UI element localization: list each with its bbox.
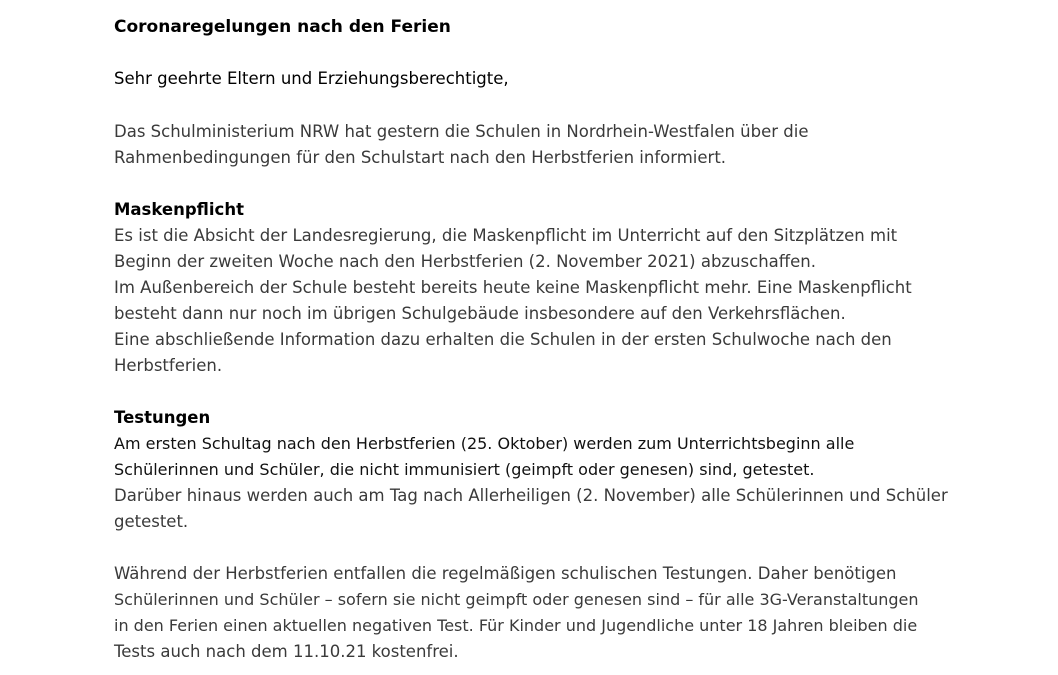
holidays-line-3: in den Ferien einen aktuellen negativen Test. Für Kinder und Jugendliche unter 18 Jahren bleiben die: [114, 616, 918, 635]
masks-line-1: Es ist die Absicht der Landesregierung, die Maskenpflicht im Unterricht auf den Sitzplätzen mit: [114, 226, 898, 245]
tests-line-2: getestet.: [114, 512, 189, 531]
document-title: Coronaregelungen nach den Ferien: [114, 17, 451, 37]
intro-line-1: Das Schulministerium NRW hat gestern die Schulen in Nordrhein-Westfalen über die: [114, 122, 809, 141]
holidays-line-1: Während der Herbstferien entfallen die regelmäßigen schulischen Testungen. Daher benötigen: [114, 564, 897, 583]
masks-line-3: Im Außenbereich der Schule besteht bereits heute keine Maskenpflicht mehr. Eine Maskenpflicht: [114, 278, 912, 297]
tests-heading: Testungen: [114, 408, 211, 427]
masks-line-4: besteht dann nur noch im übrigen Schulgebäude insbesondere auf den Verkehrsflächen.: [114, 304, 846, 323]
intro-line-2: Rahmenbedingungen für den Schulstart nach den Herbstferien informiert.: [114, 148, 727, 167]
holidays-line-4: Tests auch nach dem 11.10.21 kostenfrei.: [114, 642, 459, 661]
holidays-line-2: Schülerinnen und Schüler – sofern sie nicht geimpft oder genesen sind – für alle 3G-Veranstaltungen: [114, 590, 919, 609]
tests-line-1: Darüber hinaus werden auch am Tag nach Allerheiligen (2. November) alle Schülerinnen und Schüler: [114, 486, 948, 505]
masks-line-2: Beginn der zweiten Woche nach den Herbstferien (2. November 2021) abzuschaffen.: [114, 252, 816, 271]
masks-line-5: Eine abschließende Information dazu erhalten die Schulen in der ersten Schulwoche nach den: [114, 330, 892, 349]
greeting: Sehr geehrte Eltern und Erziehungsberechtigte,: [114, 69, 509, 88]
tests-bold-line-1: Am ersten Schultag nach den Herbstferien (25. Oktober) werden zum Unterrichtsbeginn alle: [114, 434, 855, 453]
masks-line-6: Herbstferien.: [114, 356, 223, 375]
masks-heading: Maskenpflicht: [114, 200, 244, 219]
tests-bold-line-2: Schülerinnen und Schüler, die nicht immunisiert (geimpft oder genesen) sind, getestet.: [114, 460, 815, 479]
